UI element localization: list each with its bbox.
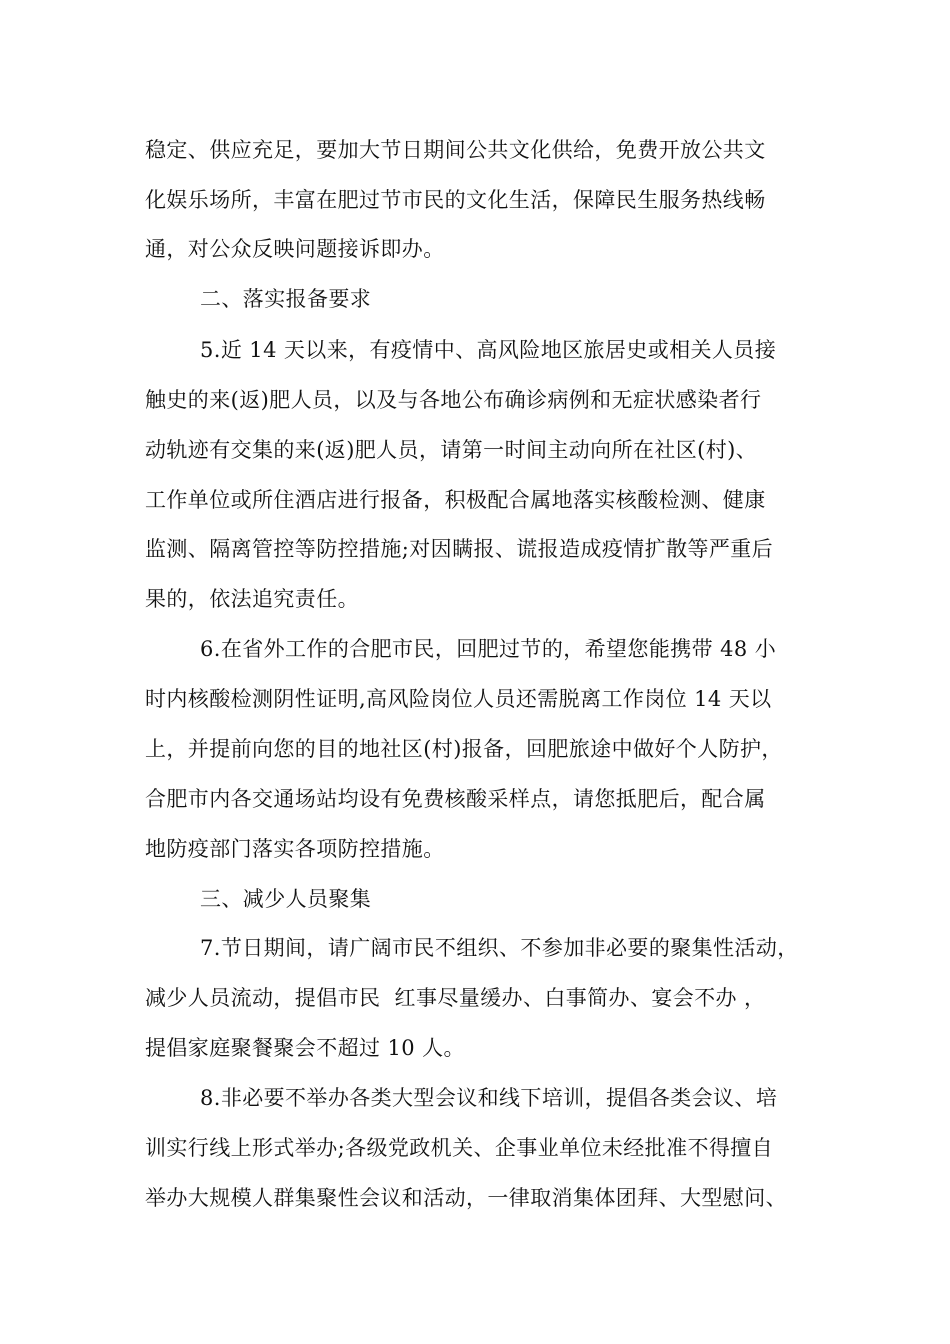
text-line: 提倡家庭聚餐聚会不超过 10 人。 bbox=[145, 1036, 465, 1060]
text-line: 时内核酸检测阴性证明,高风险岗位人员还需脱离工作岗位 14 天以 bbox=[145, 687, 772, 711]
text-line: 训实行线上形式举办;各级党政机关、企事业单位未经批准不得擅自 bbox=[145, 1136, 774, 1160]
text-line: 地防疫部门落实各项防控措施。 bbox=[145, 837, 445, 861]
text-line: 5.近 14 天以来，有疫情中、高风险地区旅居史或相关人员接 bbox=[200, 338, 777, 362]
text-line: 监测、隔离管控等防控措施;对因瞒报、谎报造成疫情扩散等严重后 bbox=[145, 537, 774, 561]
text-line: 触史的来(返)肥人员，以及与各地公布确诊病例和无症状感染者行 bbox=[145, 388, 762, 412]
text-line: 动轨迹有交集的来(返)肥人员，请第一时间主动向所在社区(村)、 bbox=[145, 438, 758, 462]
text-line: 上，并提前向您的目的地社区(村)报备，回肥旅途中做好个人防护， bbox=[145, 737, 783, 761]
section-heading: 二、落实报备要求 bbox=[200, 287, 372, 311]
section-heading: 三、减少人员聚集 bbox=[200, 887, 372, 911]
text-line: 6.在省外工作的合肥市民，回肥过节的，希望您能携带 48 小 bbox=[200, 637, 777, 661]
text-line: 合肥市内各交通场站均设有免费核酸采样点，请您抵肥后，配合属 bbox=[145, 787, 766, 811]
text-line: 果的，依法追究责任。 bbox=[145, 587, 359, 611]
text-line: 化娱乐场所，丰富在肥过节市民的文化生活，保障民生服务热线畅 bbox=[145, 188, 766, 212]
text-line: 7.节日期间，请广阔市民不组织、不参加非必要的聚集性活动， bbox=[200, 936, 799, 960]
text-line: 工作单位或所住酒店进行报备，积极配合属地落实核酸检测、健康 bbox=[145, 488, 766, 512]
text-line: 稳定、供应充足，要加大节日期间公共文化供给，免费开放公共文 bbox=[145, 138, 766, 162]
text-line: 8.非必要不举办各类大型会议和线下培训，提倡各类会议、培 bbox=[200, 1086, 778, 1110]
text-line: 通，对公众反映问题接诉即办。 bbox=[145, 237, 445, 261]
text-line: 减少人员流动，提倡市民 红事尽量缓办、白事简办、宴会不办 ， bbox=[145, 986, 766, 1010]
text-line: 举办大规模人群集聚性会议和活动，一律取消集体团拜、大型慰问、 bbox=[145, 1186, 787, 1210]
